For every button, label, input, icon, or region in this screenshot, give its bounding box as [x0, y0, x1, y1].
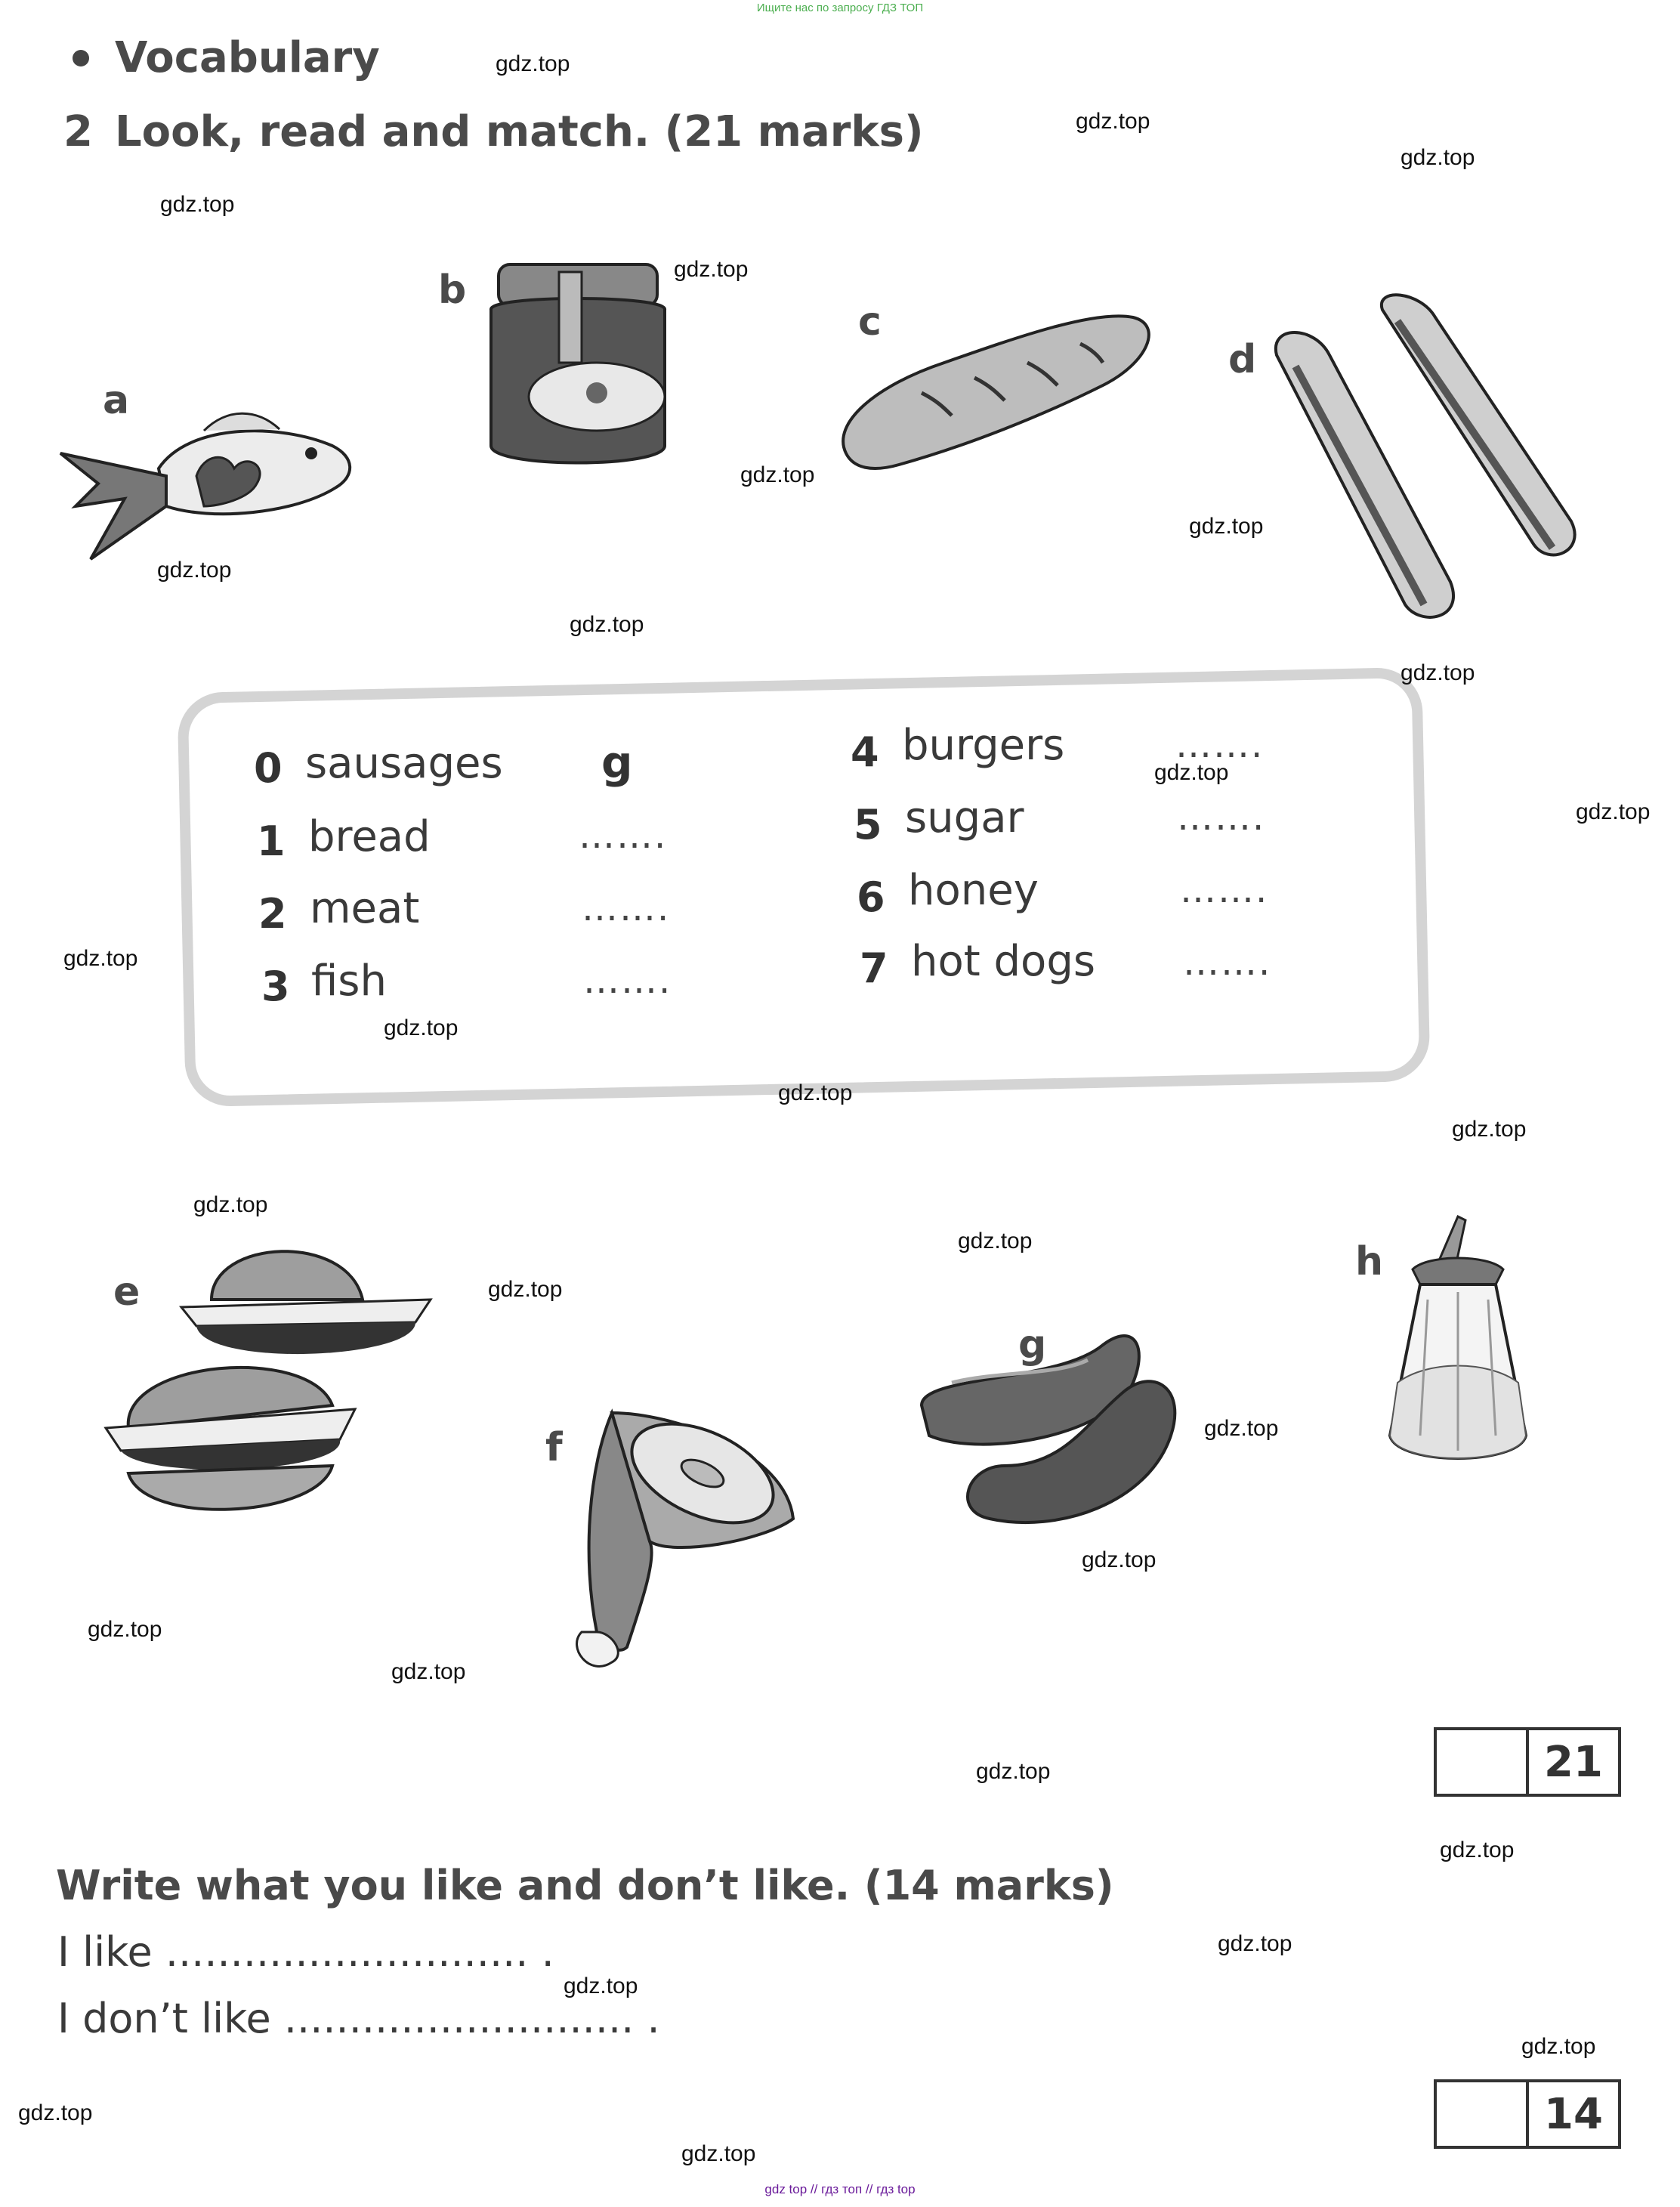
watermark: gdz.top	[391, 1659, 466, 1684]
top-banner[interactable]: Ищите нас по запросу ГДЗ ТОП	[756, 2, 924, 14]
hot-dogs-icon	[1254, 295, 1601, 650]
item-number-2: 2	[258, 890, 287, 938]
watermark: gdz.top	[88, 1617, 162, 1642]
burgers-icon	[98, 1224, 446, 1541]
item-number-1: 1	[257, 818, 286, 865]
watermark: gdz.top	[681, 2141, 756, 2166]
item-word-2: meat	[310, 884, 420, 933]
answer-slot-3[interactable]: …….	[583, 960, 672, 1002]
item-word-5: sugar	[905, 793, 1024, 842]
exercise-number: 2	[63, 107, 93, 156]
watermark: gdz.top	[1189, 514, 1264, 539]
picture-label-b: b	[438, 267, 467, 313]
score-input-1[interactable]	[1437, 1730, 1526, 1794]
answer-slot-6[interactable]: …….	[1180, 869, 1269, 911]
watermark: gdz.top	[740, 462, 815, 487]
item-word-4: burgers	[902, 721, 1065, 770]
watermark: gdz.top	[63, 946, 138, 971]
watermark: gdz.top	[496, 51, 570, 76]
answer-slot-1[interactable]: …….	[579, 814, 668, 857]
watermark: gdz.top	[570, 612, 644, 637]
score-max-1: 21	[1526, 1730, 1618, 1794]
sausages-icon	[906, 1315, 1194, 1541]
watermark: gdz.top	[1154, 760, 1229, 785]
item-word-3: fish	[311, 957, 387, 1006]
answer-slot-2[interactable]: …….	[582, 887, 671, 929]
bullet-icon	[73, 50, 89, 66]
picture-label-d: d	[1228, 337, 1257, 382]
write-instruction: Write what you like and don’t like. (14 marks)	[56, 1862, 1114, 1909]
watermark: gdz.top	[1204, 1416, 1279, 1441]
picture-label-e: e	[113, 1269, 141, 1315]
item-number-5: 5	[854, 801, 882, 848]
exercise-instruction: Look, read and match. (21 marks)	[115, 107, 924, 156]
i-dont-like-line[interactable]: I don’t like ........................... .	[57, 1995, 660, 2042]
watermark: gdz.top	[488, 1277, 563, 1302]
picture-label-f: f	[545, 1425, 563, 1470]
section-title: Vocabulary	[115, 33, 380, 82]
picture-label-h: h	[1355, 1239, 1384, 1284]
i-like-line[interactable]: I like ............................ .	[57, 1928, 554, 1976]
watermark: gdz.top	[1082, 1547, 1157, 1572]
answer-slot-5[interactable]: …….	[1177, 796, 1266, 839]
watermark: gdz.top	[976, 1759, 1051, 1784]
item-number-4: 4	[851, 728, 879, 776]
watermark: gdz.top	[778, 1080, 853, 1105]
bottom-banner[interactable]: gdz top // гдз топ // гдз top	[764, 2182, 916, 2196]
watermark: gdz.top	[18, 2100, 93, 2125]
item-word-7: hot dogs	[911, 937, 1096, 986]
fish-icon	[45, 393, 363, 574]
watermark: gdz.top	[384, 1015, 459, 1040]
item-number-3: 3	[261, 963, 290, 1010]
picture-label-g: g	[1018, 1322, 1047, 1368]
watermark: gdz.top	[1401, 660, 1475, 685]
score-box-21	[1434, 1727, 1621, 1797]
watermark: gdz.top	[674, 257, 749, 282]
honey-jar-icon	[483, 249, 672, 476]
watermark: gdz.top	[1076, 109, 1150, 134]
watermark: gdz.top	[1452, 1117, 1527, 1142]
item-word-0: sausages	[305, 739, 503, 788]
score-box-14	[1434, 2079, 1621, 2149]
item-number-6: 6	[857, 873, 885, 921]
item-number-0: 0	[254, 744, 283, 792]
bread-icon	[831, 302, 1156, 484]
watermark: gdz.top	[160, 192, 235, 217]
picture-label-a: a	[103, 378, 130, 423]
sugar-dispenser-icon	[1382, 1209, 1533, 1496]
answer-0: g	[601, 737, 633, 788]
answer-slot-4[interactable]: …….	[1175, 724, 1265, 766]
picture-label-c: c	[858, 299, 882, 345]
score-input-2[interactable]	[1437, 2082, 1526, 2146]
item-word-1: bread	[308, 812, 431, 861]
watermark: gdz.top	[157, 558, 232, 583]
answer-slot-7[interactable]: …….	[1183, 941, 1272, 984]
watermark: gdz.top	[1576, 799, 1651, 824]
meat-icon	[559, 1405, 801, 1692]
item-word-6: honey	[908, 866, 1039, 915]
watermark: gdz.top	[1521, 2034, 1596, 2059]
watermark: gdz.top	[1401, 145, 1475, 170]
watermark: gdz.top	[193, 1192, 268, 1217]
watermark: gdz.top	[1440, 1838, 1515, 1862]
watermark: gdz.top	[1218, 1931, 1292, 1956]
item-number-7: 7	[860, 944, 888, 992]
score-max-2: 14	[1526, 2082, 1618, 2146]
watermark: gdz.top	[958, 1229, 1033, 1253]
watermark: gdz.top	[564, 1974, 638, 1998]
